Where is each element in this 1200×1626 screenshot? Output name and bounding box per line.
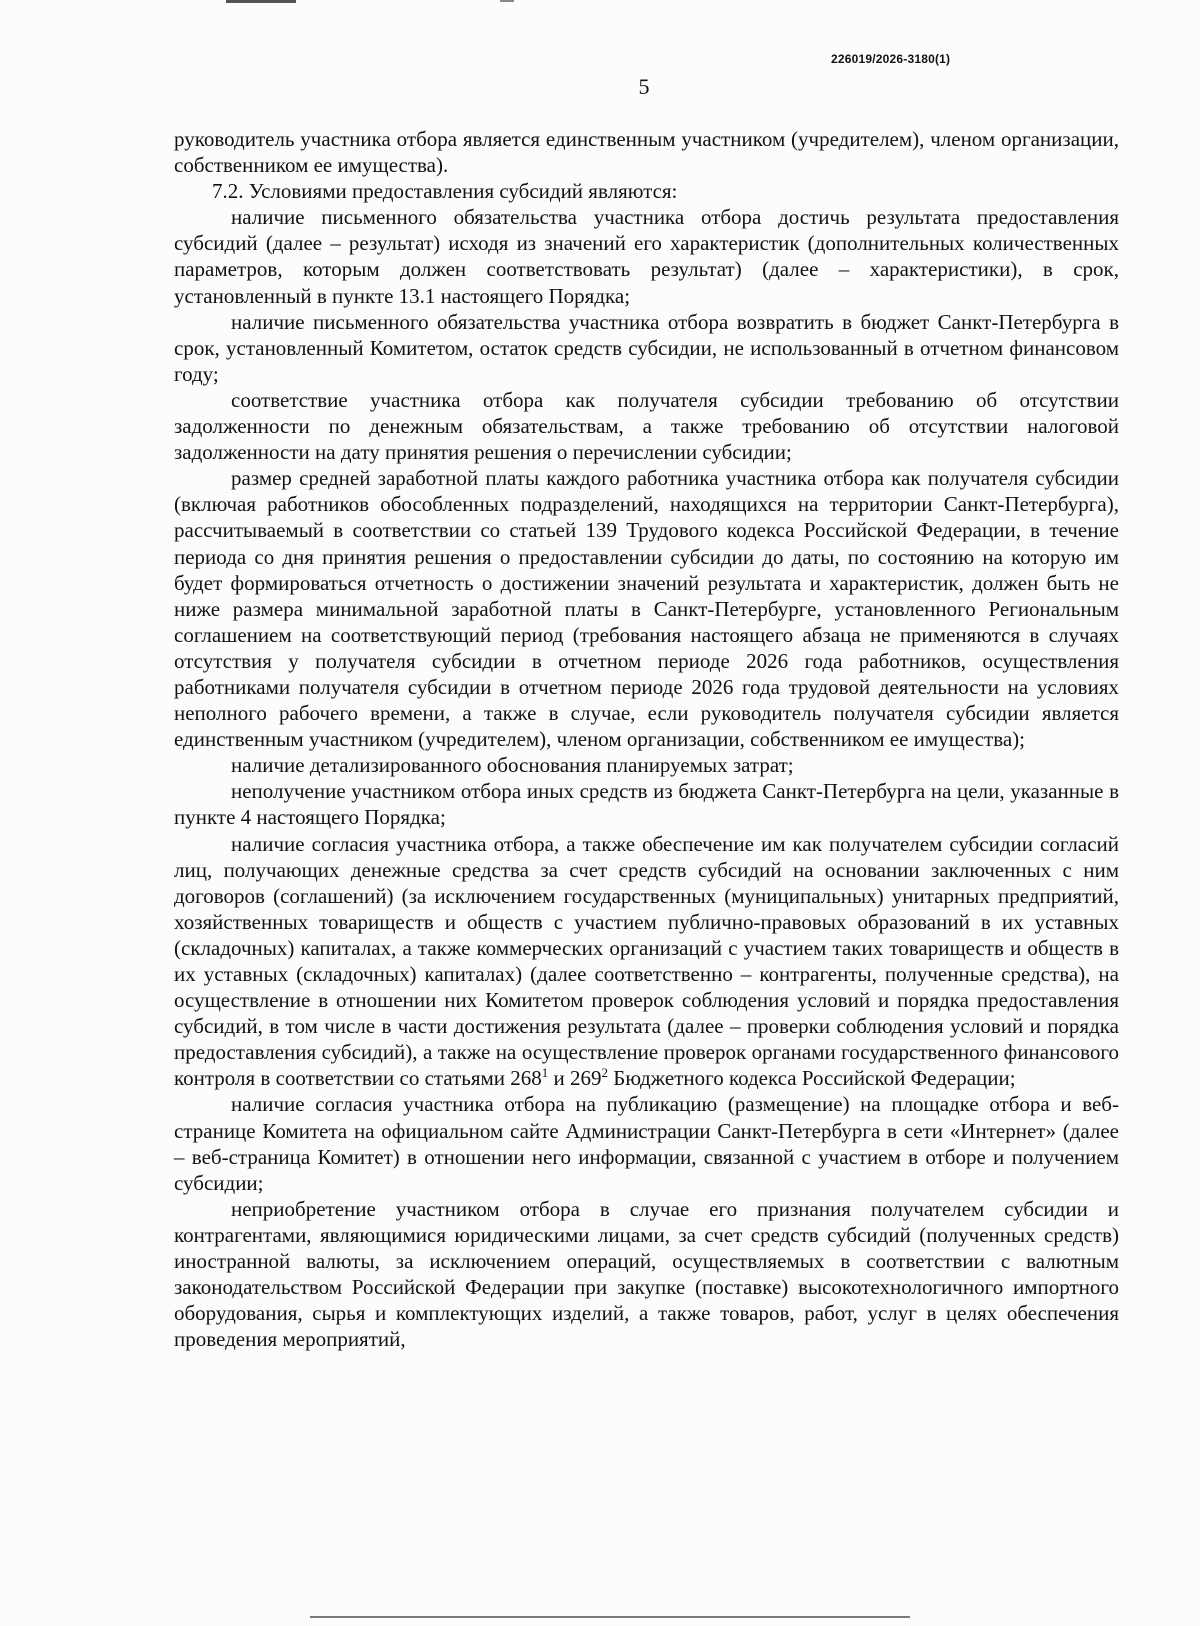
page-number: 5 xyxy=(638,74,650,99)
section-heading: 7.2. Условиями предоставления субсидий являются: xyxy=(212,179,678,204)
paragraph: неприобретение участником отбора в случае его признания получателем субсидии и контрагентами, являющимися юридическими лицами, за счет средств субсидий (полученных средств) иностранной валюты, за исключением операций, осуществляемых в соответствии с валютным законодательством Российской Федерации при закупке (поставке) высокотехнологичного импортного оборудования, сырья и комплектующих изделий, а также товаров, работ, услуг в целях обеспечения проведения мероприятий, xyxy=(174,1196,1119,1352)
document-registration-number: 226019/2026-3180(1) xyxy=(831,52,951,66)
document-body xyxy=(174,126,1119,1352)
paragraph: руководитель участника отбора является единственным участником (учредителем), членом организации, собственником ее имущества). xyxy=(174,127,1119,178)
paragraph-text: Бюджетного кодекса Российской Федерации; xyxy=(608,1066,1016,1091)
paragraph: наличие согласия участника отбора на публикацию (размещение) на площадке отбора и веб-странице Комитета на официальном сайте Администрации Санкт-Петербурга в сети «Интернет» (далее – веб-страница Комитет) в отношении него информации, связанной с участием в отборе и получением субсидии; xyxy=(174,1092,1119,1195)
paragraph: наличие письменного обязательства участника отбора возвратить в бюджет Санкт-Петербурга в срок, установленный Комитетом, остаток средств субсидии, не использованный в отчетном финансовом году; xyxy=(174,309,1119,386)
paragraph-text: и 269 xyxy=(548,1066,602,1091)
scan-artifact xyxy=(310,1616,910,1618)
paragraph: наличие письменного обязательства участника отбора достичь результата предоставления субсидий (далее – результат) исходя из значений его характеристик (дополнительных количественных параметров, которым должен соответствовать результат) (далее – характеристики), в срок, установленный в пункте 13.1 настоящего Порядка; xyxy=(174,205,1119,308)
paragraph: соответствие участника отбора как получателя субсидии требованию об отсутствии задолженности по денежным обязательствам, а также требованию об отсутствии налоговой задолженности на дату принятия решения о перечислении субсидии; xyxy=(174,387,1119,465)
scan-artifact xyxy=(226,0,296,3)
scan-artifact xyxy=(500,0,514,2)
superscript: 1 xyxy=(541,1065,549,1081)
paragraph xyxy=(174,831,1119,1092)
paragraph: наличие детализированного обоснования планируемых затрат; xyxy=(231,753,794,778)
superscript: 2 xyxy=(601,1065,609,1081)
paragraph: размер средней заработной платы каждого работника участника отбора как получателя субсидии (включая работников обособленных подразделений, находящихся на территории Санкт-Петербурга), рассчитываемый в соответствии со статьей 139 Трудового кодекса Российской Федерации, в течение периода со дня принятия решения о предоставлении субсидии до даты, по состоянию на которую им будет формироваться отчетность о достижении значений результата и характеристик, должен быть не ниже размера минимальной заработной платы в Санкт-Петербурге, установленного Региональным соглашением на соответствующий период (требования настоящего абзаца не применяются в случаях отсутствия у получателя субсидии в отчетном периоде 2026 года работников, осуществления работниками получателя субсидии в отчетном периоде 2026 года трудовой деятельности на условиях неполного рабочего времени, а также в случае, если руководитель получателя субсидии является единственным участником (учредителем), членом организации, собственником ее имущества); xyxy=(174,466,1119,752)
paragraph-text: наличие согласия участника отбора, а также обеспечение им как получателем субсидии согласий лиц, получающих денежные средства за счет средств субсидий на основании заключенных с ним договоров (соглашений) (за исключением государственных (муниципальных) унитарных предприятий, хозяйственных товариществ и обществ с участием публично-правовых образований в их уставных (складочных) капиталах, а также коммерческих организаций с участием таких товариществ и обществ в их уставных (складочных) капиталах) (далее соответственно – контрагенты, полученные средства), на осуществление в отношении них Комитетом проверок соблюдения условий и порядка предоставления субсидий, в том числе в части достижения результата (далее – проверки соблюдения условий и порядка предоставления субсидий), а также на осуществление проверок органами государственного финансового контроля в соответствии со статьями 268 xyxy=(174,831,1119,1091)
paragraph: неполучение участником отбора иных средств из бюджета Санкт-Петербурга на цели, указанные в пункте 4 настоящего Порядка; xyxy=(174,779,1119,830)
